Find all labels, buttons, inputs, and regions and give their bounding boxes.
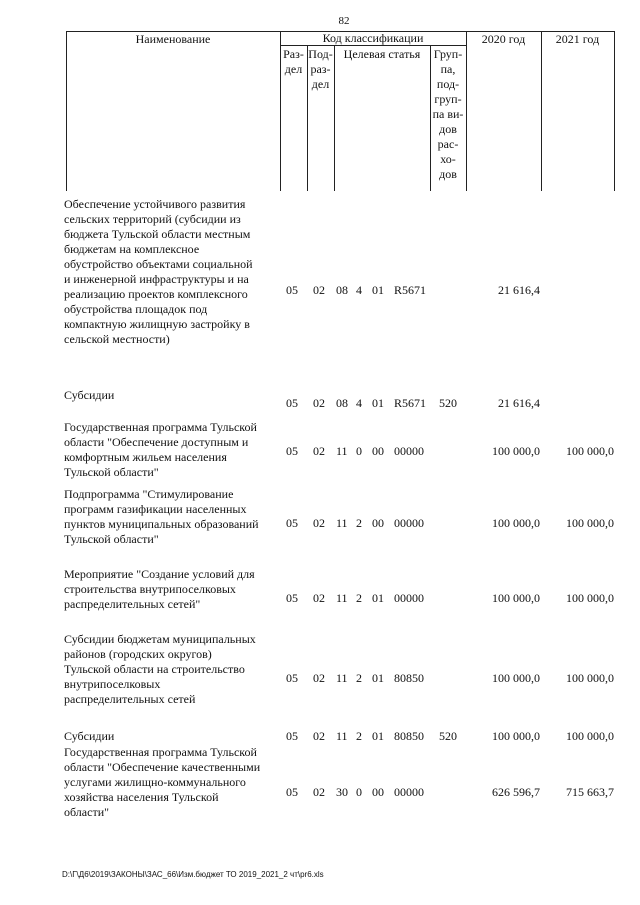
podrazdel-cell: 02: [313, 444, 325, 458]
target-direction-cell: R5671: [394, 283, 427, 297]
row-name: Обеспечение устойчивого развития сельских территорий (субсидии из бюджета Тульской области местным бюджетам на комплексное обустройство объектами социальной и инженерной инфраструктуры и на реализацию проектов комплексного обустройства площадок под компактную жилищную застройку в сельской местности): [64, 197, 253, 346]
target-program-cell: 11: [336, 671, 348, 685]
amount-2020-cell: 100 000,0: [492, 671, 540, 685]
target-event-cell: 00: [372, 444, 384, 458]
amount-2021-cell: 100 000,0: [566, 516, 614, 530]
target-direction-cell: 00000: [394, 785, 424, 799]
target-program-cell: 30: [336, 785, 348, 799]
target-subprogram-cell: 2: [356, 671, 362, 685]
header-2020: 2020 год: [481, 32, 526, 46]
target-event-cell: 01: [372, 729, 384, 743]
header-razdel: Раз- дел: [283, 47, 304, 76]
amount-2020-cell: 21 616,4: [498, 283, 540, 297]
target-subprogram-cell: 4: [356, 283, 362, 297]
group-cell: 520: [439, 729, 457, 743]
razdel-cell: 05: [286, 591, 298, 605]
amount-2020-cell: 100 000,0: [492, 591, 540, 605]
target-direction-cell: R5671: [394, 396, 427, 410]
header-podrazdel: Под- раз- дел: [308, 47, 333, 91]
header-sep-podrazdel: [334, 45, 335, 191]
target-event-cell: 01: [372, 591, 384, 605]
amount-2021-cell: 715 663,7: [566, 785, 614, 799]
target-subprogram-cell: 2: [356, 516, 362, 530]
header-sep-code: [466, 31, 467, 191]
target-direction-cell: 00000: [394, 591, 424, 605]
target-subprogram-cell: 2: [356, 591, 362, 605]
razdel-cell: 05: [286, 671, 298, 685]
row-name: Субсидии бюджетам муниципальных районов (городских округов) Тульской области на строительство внутрипоселковых распределительных сетей: [64, 632, 256, 706]
razdel-cell: 05: [286, 785, 298, 799]
row-name: Подпрограмма "Стимулирование программ газификации населенных пунктов муниципальных образований Тульской области": [64, 487, 259, 546]
target-event-cell: 00: [372, 785, 384, 799]
target-program-cell: 11: [336, 729, 348, 743]
podrazdel-cell: 02: [313, 785, 325, 799]
header-right-border: [614, 31, 615, 191]
target-direction-cell: 80850: [394, 729, 424, 743]
target-program-cell: 08: [336, 283, 348, 297]
podrazdel-cell: 02: [313, 591, 325, 605]
header-code-group: Код классификации: [322, 31, 424, 45]
row-name: Субсидии: [64, 729, 115, 743]
target-subprogram-cell: 0: [356, 444, 362, 458]
target-event-cell: 01: [372, 396, 384, 410]
header-target: Целевая статья: [343, 47, 421, 61]
table-header: [66, 31, 614, 191]
row-name: Государственная программа Тульской области "Обеспечение доступным и комфортным жильем населения Тульской области": [64, 420, 257, 479]
target-program-cell: 11: [336, 516, 348, 530]
amount-2021-cell: 100 000,0: [566, 591, 614, 605]
target-subprogram-cell: 4: [356, 396, 362, 410]
target-event-cell: 01: [372, 671, 384, 685]
row-name: Субсидии: [64, 388, 115, 402]
header-name: Наименование: [135, 32, 211, 46]
header-sep-2020: [541, 31, 542, 191]
group-cell: 520: [439, 396, 457, 410]
amount-2021-cell: 100 000,0: [566, 729, 614, 743]
header-group: Груп- па, под- груп- па ви- дов рас- хо- дов: [432, 47, 464, 181]
header-left-border: [66, 31, 67, 191]
razdel-cell: 05: [286, 396, 298, 410]
target-event-cell: 01: [372, 283, 384, 297]
razdel-cell: 05: [286, 516, 298, 530]
target-direction-cell: 80850: [394, 671, 424, 685]
razdel-cell: 05: [286, 283, 298, 297]
amount-2020-cell: 100 000,0: [492, 444, 540, 458]
footer-file-path: D:\Г\Д6\2019\ЗАКОНЫ\ЗАС_66\Изм.бюджет ТО 2019_2021_2 чт\pr6.xls: [62, 870, 324, 879]
amount-2021-cell: 100 000,0: [566, 671, 614, 685]
amount-2021-cell: 100 000,0: [566, 444, 614, 458]
podrazdel-cell: 02: [313, 516, 325, 530]
target-direction-cell: 00000: [394, 444, 424, 458]
razdel-cell: 05: [286, 729, 298, 743]
row-name: Государственная программа Тульской области "Обеспечение качественными услугами жилищно-коммунального хозяйства населения Тульской области": [64, 745, 261, 819]
podrazdel-cell: 02: [313, 671, 325, 685]
target-subprogram-cell: 2: [356, 729, 362, 743]
amount-2020-cell: 100 000,0: [492, 516, 540, 530]
target-program-cell: 11: [336, 444, 348, 458]
amount-2020-cell: 21 616,4: [498, 396, 540, 410]
page-number: 82: [338, 15, 350, 27]
target-event-cell: 00: [372, 516, 384, 530]
target-direction-cell: 00000: [394, 516, 424, 530]
target-subprogram-cell: 0: [356, 785, 362, 799]
podrazdel-cell: 02: [313, 396, 325, 410]
amount-2020-cell: 100 000,0: [492, 729, 540, 743]
podrazdel-cell: 02: [313, 283, 325, 297]
target-program-cell: 08: [336, 396, 348, 410]
target-program-cell: 11: [336, 591, 348, 605]
amount-2020-cell: 626 596,7: [492, 785, 540, 799]
row-name: Мероприятие "Создание условий для строительства внутрипоселковых распределительных сетей": [64, 567, 255, 611]
razdel-cell: 05: [286, 444, 298, 458]
header-2021: 2021 год: [555, 32, 600, 46]
podrazdel-cell: 02: [313, 729, 325, 743]
